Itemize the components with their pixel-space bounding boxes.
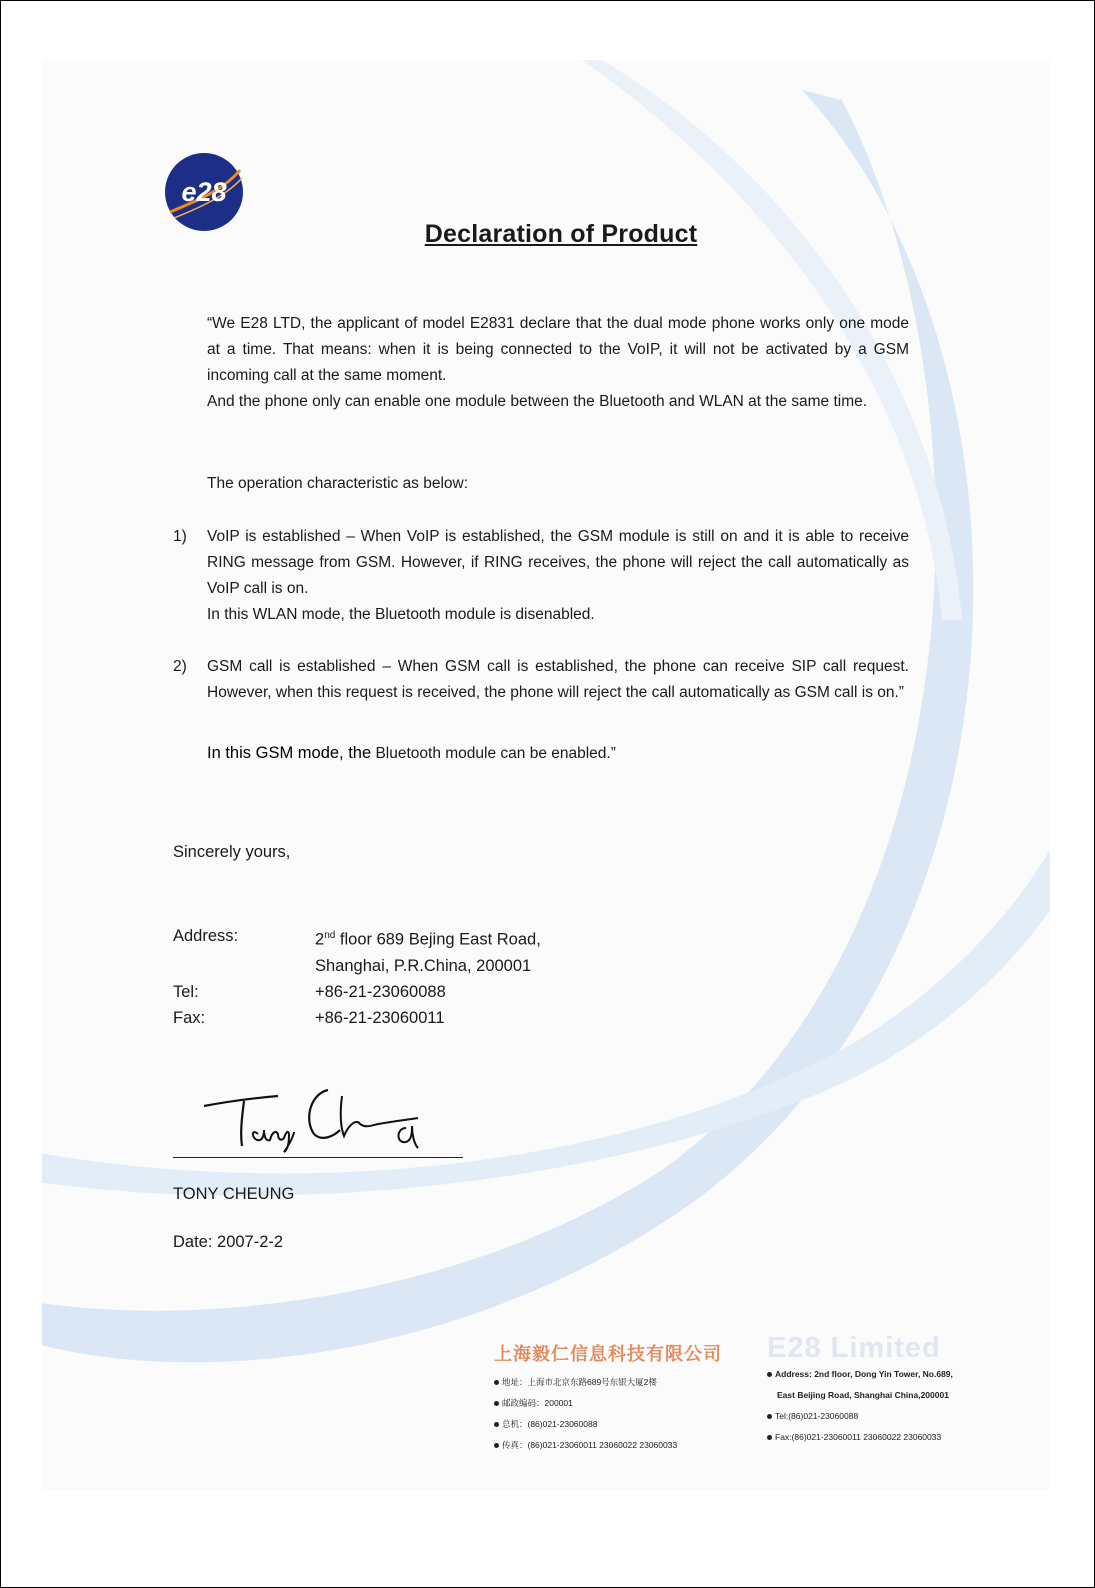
tel-label: Tel:: [173, 982, 199, 1001]
signer-name: TONY CHEUNG: [173, 1185, 295, 1203]
operation-heading: The operation characteristic as below:: [207, 475, 469, 492]
address-line-2: Shanghai, P.R.China, 200001: [315, 956, 532, 975]
item-1-note: In this WLAN mode, the Bluetooth module is disenabled.: [207, 606, 595, 623]
footer-en-company: E28 Limited: [767, 1332, 941, 1364]
item-2-number: 2): [173, 658, 187, 675]
page-title: Declaration of Product: [424, 220, 698, 248]
logo-text: e28: [181, 177, 227, 207]
closing-text: Sincerely yours,: [173, 843, 291, 861]
letter-page: [42, 60, 1050, 1490]
item-2-text: GSM call is established – When GSM call is established, the phone can receive SIP call request. However, when this request is received, the phone will reject the call automatically as GSM call is on.”: [207, 658, 909, 701]
footer-en-fax: Fax:(86)021-23060011 23060022 23060033: [775, 1432, 942, 1442]
address-label: Address:: [173, 927, 239, 945]
background-arcs: [42, 60, 1050, 1490]
item-1-number: 1): [173, 528, 187, 545]
footer-cn-company: 上海毅仁信息科技有限公司: [494, 1344, 722, 1364]
fax-value: +86-21-23060011: [315, 1008, 445, 1027]
intro-paragraph-1: “We E28 LTD, the applicant of model E2831 declare that the dual mode phone works only one mode at a time. That means: when it is being connected to the VoIP, it will not be activated by a GSM incoming call at the same moment.: [207, 315, 909, 384]
footer-cn-tel: 总机：(86)021-23060088: [502, 1419, 598, 1429]
contact-block: [173, 923, 541, 1031]
item-2-note-rest: Bluetooth module can be enabled.”: [371, 745, 616, 762]
signature-line: [173, 1157, 463, 1158]
footer-cn-fax: 传真：(86)021-23060011 23060022 23060033: [502, 1440, 678, 1450]
fax-label: Fax:: [173, 1008, 206, 1027]
item-2-note: [207, 740, 616, 767]
item-1-text: VoIP is established – When VoIP is established, the GSM module is still on and it is able to receive RING message from GSM. However, if RING receives, the phone will reject the call automatically as VoIP call is on.: [207, 528, 909, 597]
tel-value: +86-21-23060088: [315, 982, 446, 1001]
address-line-1: 2nd floor 689 Bejing East Road,: [315, 930, 541, 949]
intro-paragraph-2: And the phone only can enable one module between the Bluetooth and WLAN at the same time.: [207, 393, 868, 410]
footer-cn-address: 地址：上海市北京东路689号东银大厦2楼: [502, 1377, 657, 1387]
handwritten-signature: [200, 1082, 430, 1154]
footer-en-address-2: East Beijing Road, Shanghai China,200001: [777, 1390, 949, 1400]
footer-en-tel: Tel:(86)021-23060088: [775, 1411, 859, 1421]
letter-date: Date: 2007-2-2: [173, 1233, 284, 1251]
footer-chinese: [494, 1340, 722, 1456]
item-2-note-emphasis: In this GSM mode, the: [207, 744, 372, 762]
footer-english: [767, 1332, 953, 1448]
footer-en-address-1: Address: 2nd floor, Dong Yin Tower, No.689,: [775, 1369, 953, 1379]
footer-cn-postcode: 邮政编码：200001: [502, 1398, 573, 1408]
